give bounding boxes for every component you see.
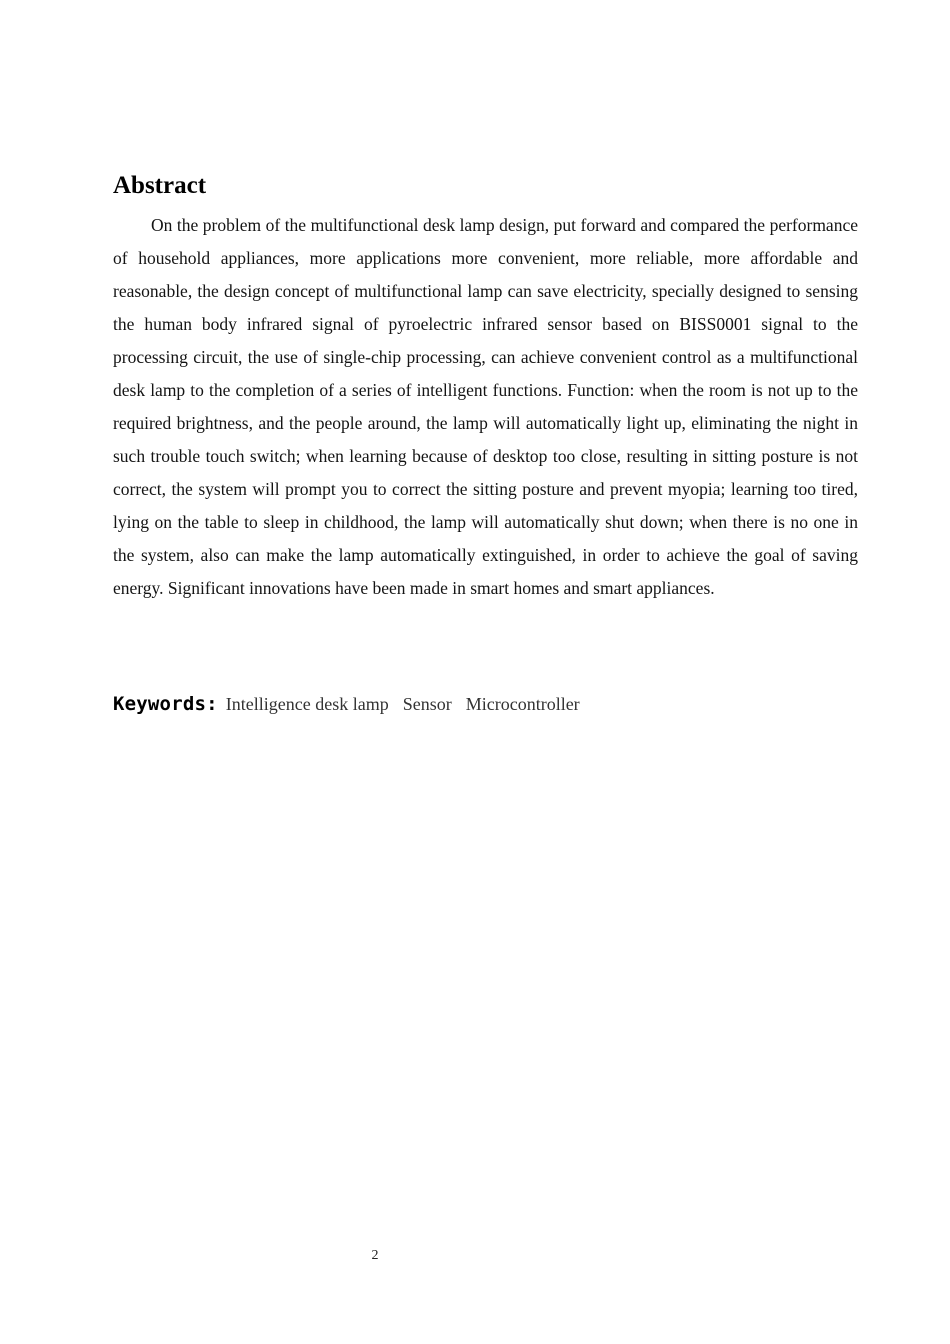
keywords-label: Keywords: (113, 693, 218, 715)
page-number: 2 (371, 1248, 379, 1263)
abstract-heading: Abstract (113, 172, 207, 199)
keyword-item: Microcontroller (465, 694, 580, 714)
keywords-line (113, 689, 858, 721)
keyword-item: Intelligence desk lamp (225, 694, 389, 714)
abstract-body: On the problem of the multifunctional desk lamp design, put forward and compared the performance of household appliances, more applications more convenient, more reliable, more affordable and reasonable, the design concept of multifunctional lamp can save electricity, specially designed to sensing the human body infrared signal of pyroelectric infrared sensor based on BISS0001 signal to the processing circuit, the use of single-chip processing, can achieve convenient control as a multifunctional desk lamp to the completion of a series of intelligent functions. Function: when the room is not up to the required brightness, and the people around, the lamp will automatically light up, eliminating the night in such trouble touch switch; when learning because of desktop too close, resulting in sitting posture is not correct, the system will prompt you to correct the sitting posture and prevent myopia; learning too tired, lying on the table to sleep in childhood, the lamp will automatically shut down; when there is no one in the system, also can make the lamp automatically extinguished, in order to achieve the goal of saving energy. Significant innovations have been made in smart homes and smart appliances. (113, 215, 858, 598)
keyword-item: Sensor (402, 694, 452, 714)
